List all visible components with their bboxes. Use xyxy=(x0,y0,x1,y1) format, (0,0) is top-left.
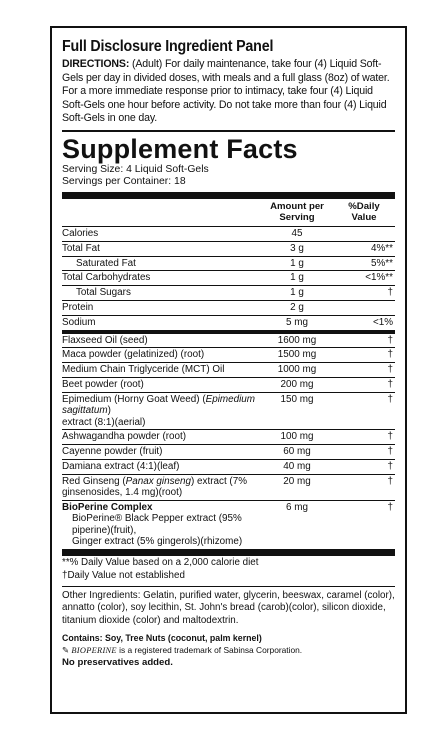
ingredient-name xyxy=(62,502,261,548)
other-ingredients: Other Ingredients: Gelatin, purified water, glycerin, beeswax, caramel (color), annatto (color), soy lecithin, St. John's bread (carob)(color), silicon dioxide, titanium dioxide (color) and maltodextrin. xyxy=(62,589,395,626)
nutrient-dv: <1%** xyxy=(365,272,393,284)
thick-divider xyxy=(62,192,395,199)
complex-sub-ingredient: Ginger extract (5% gingerols)(rhizome) xyxy=(72,536,243,548)
ingredient-dv: † xyxy=(387,431,393,443)
amount-header-line2: Serving xyxy=(279,211,315,223)
nutrient-dv: † xyxy=(387,287,393,299)
nutrient-row xyxy=(62,315,395,330)
trademark-note xyxy=(62,645,395,656)
nutrient-dv: 5%** xyxy=(371,257,393,269)
ingredient-amount: 20 mg xyxy=(283,475,311,487)
species-name: Epimedium sagittatum xyxy=(62,393,256,417)
dv-header-line2: Value xyxy=(351,211,377,223)
ingredient-amount: 200 mg xyxy=(280,378,314,390)
ingredient-name: Flaxseed Oil (seed) xyxy=(62,334,148,346)
ingredient-dv: † xyxy=(387,446,393,458)
ingredient-dv: † xyxy=(387,475,393,487)
ingredient-amount: 1500 mg xyxy=(277,349,317,361)
nutrient-row xyxy=(62,256,395,271)
ingredient-amount: 150 mg xyxy=(280,393,314,405)
nutrient-name: Sodium xyxy=(62,316,96,328)
ingredient-row xyxy=(62,362,395,377)
nutrient-dv: 4%** xyxy=(371,242,393,254)
nutrient-name: Total Fat xyxy=(62,242,100,254)
ingredient-dv: † xyxy=(387,501,393,513)
trademark-text: is a registered trademark of Sabinsa Corporation. xyxy=(116,645,303,656)
nutrient-amount: 1 g xyxy=(290,257,304,269)
complex-name: BioPerine Complex xyxy=(62,501,153,513)
ingredient-amount: 40 mg xyxy=(283,460,311,472)
ingredient-row xyxy=(62,392,395,430)
ingredient-dv: † xyxy=(387,378,393,390)
ingredient-amount: 6 mg xyxy=(286,501,308,513)
ingredient-amount: 60 mg xyxy=(283,446,311,458)
ingredient-name xyxy=(62,476,261,499)
nutrient-amount: 1 g xyxy=(290,272,304,284)
ingredient-row xyxy=(62,377,395,392)
species-name: Panax ginseng xyxy=(125,475,192,487)
directions-text: (Adult) For daily maintenance, take four (4) Liquid Soft-Gels per day in divided doses, with meals and a full glass (8oz) of water. For a more immediate response prior to intimacy, take four (4) Liquid Soft-Gels one hour before activity. Do not take more than four (4) Liquid Soft-Gels in one day. xyxy=(62,58,390,125)
panel-title: Full Disclosure Ingredient Panel xyxy=(62,38,274,55)
ingredient-row xyxy=(62,334,395,348)
ingredient-name-part: Epimedium (Horny Goat Weed) ( xyxy=(62,393,206,405)
amount-header xyxy=(261,201,333,223)
dagger-footnote: †Daily Value not established xyxy=(62,570,185,582)
complex-sub-ingredient: BioPerine® Black Pepper extract (95% piperine)(fruit), xyxy=(72,513,242,536)
ingredient-dv: † xyxy=(387,349,393,361)
thick-divider xyxy=(62,549,395,556)
nutrient-row xyxy=(62,241,395,256)
ingredient-name: Ashwagandha powder (root) xyxy=(62,431,187,443)
bioperine-logo-icon: ✎ xyxy=(62,645,70,656)
nutrient-row xyxy=(62,226,395,241)
supplement-facts-title: Supplement Facts xyxy=(62,133,298,164)
ingredient-row xyxy=(62,347,395,362)
nutrient-name: Saturated Fat xyxy=(76,257,136,269)
dv-header-line1: %Daily xyxy=(348,200,380,212)
nutrient-amount: 5 mg xyxy=(286,316,308,328)
supplement-facts xyxy=(62,130,395,583)
ingredient-row xyxy=(62,459,395,474)
ingredient-row xyxy=(62,429,395,444)
serving-size: Serving Size: 4 Liquid Soft-Gels xyxy=(62,163,209,175)
nutrient-row xyxy=(62,300,395,315)
ingredient-name: Beet powder (root) xyxy=(62,378,144,390)
nutrient-amount: 3 g xyxy=(290,242,304,254)
ingredient-name xyxy=(62,394,261,429)
nutrient-row xyxy=(62,285,395,300)
nutrient-amount: 2 g xyxy=(290,301,304,313)
ingredient-dv: † xyxy=(387,364,393,376)
nutrient-name: Total Sugars xyxy=(76,287,131,299)
nutrient-amount: 45 xyxy=(291,227,303,239)
ingredient-row xyxy=(62,444,395,459)
ingredient-name-part: ginsenosides, 1.4 mg)(root) xyxy=(62,487,183,499)
allergen-contains: Contains: Soy, Tree Nuts (coconut, palm kernel) xyxy=(62,633,262,644)
ingredient-row xyxy=(62,474,395,500)
ingredient-row xyxy=(62,500,395,549)
column-header xyxy=(62,199,395,226)
ingredient-name-part: Red Ginseng ( xyxy=(62,475,126,487)
nutrient-row xyxy=(62,270,395,285)
ingredient-amount: 1000 mg xyxy=(277,364,317,376)
divider xyxy=(62,586,395,587)
nutrient-name: Calories xyxy=(62,227,99,239)
ingredient-dv: † xyxy=(387,460,393,472)
ingredient-name: Cayenne powder (fruit) xyxy=(62,446,163,458)
ingredient-dv: † xyxy=(387,393,393,405)
ingredient-name: Damiana extract (4:1)(leaf) xyxy=(62,460,180,472)
dv-header xyxy=(333,201,395,223)
directions-label: DIRECTIONS: xyxy=(62,58,130,70)
bioperine-logo-text: BIOPERINE xyxy=(71,646,117,656)
ingredient-name-part: extract (8:1)(aerial) xyxy=(62,416,146,428)
nutrient-dv: <1% xyxy=(372,316,393,328)
directions xyxy=(62,58,395,126)
amount-header-line1: Amount per xyxy=(270,200,324,212)
ingredient-name-part: ) extract (7% xyxy=(191,475,247,487)
dv-footnote: **% Daily Value based on a 2,000 calorie diet xyxy=(62,556,259,568)
nutrient-name: Total Carbohydrates xyxy=(62,272,151,284)
no-preservatives: No preservatives added. xyxy=(62,657,173,669)
ingredient-name: Medium Chain Triglyceride (MCT) Oil xyxy=(62,364,225,376)
ingredient-panel xyxy=(50,26,407,714)
ingredient-amount: 1600 mg xyxy=(277,334,317,346)
ingredient-dv: † xyxy=(387,334,393,346)
nutrient-name: Protein xyxy=(62,301,94,313)
nutrient-amount: 1 g xyxy=(290,287,304,299)
ingredient-name-part: ) xyxy=(107,405,111,417)
servings-per-container: Servings per Container: 18 xyxy=(62,176,186,188)
ingredient-amount: 100 mg xyxy=(280,431,314,443)
ingredient-name: Maca powder (gelatinized) (root) xyxy=(62,349,205,361)
